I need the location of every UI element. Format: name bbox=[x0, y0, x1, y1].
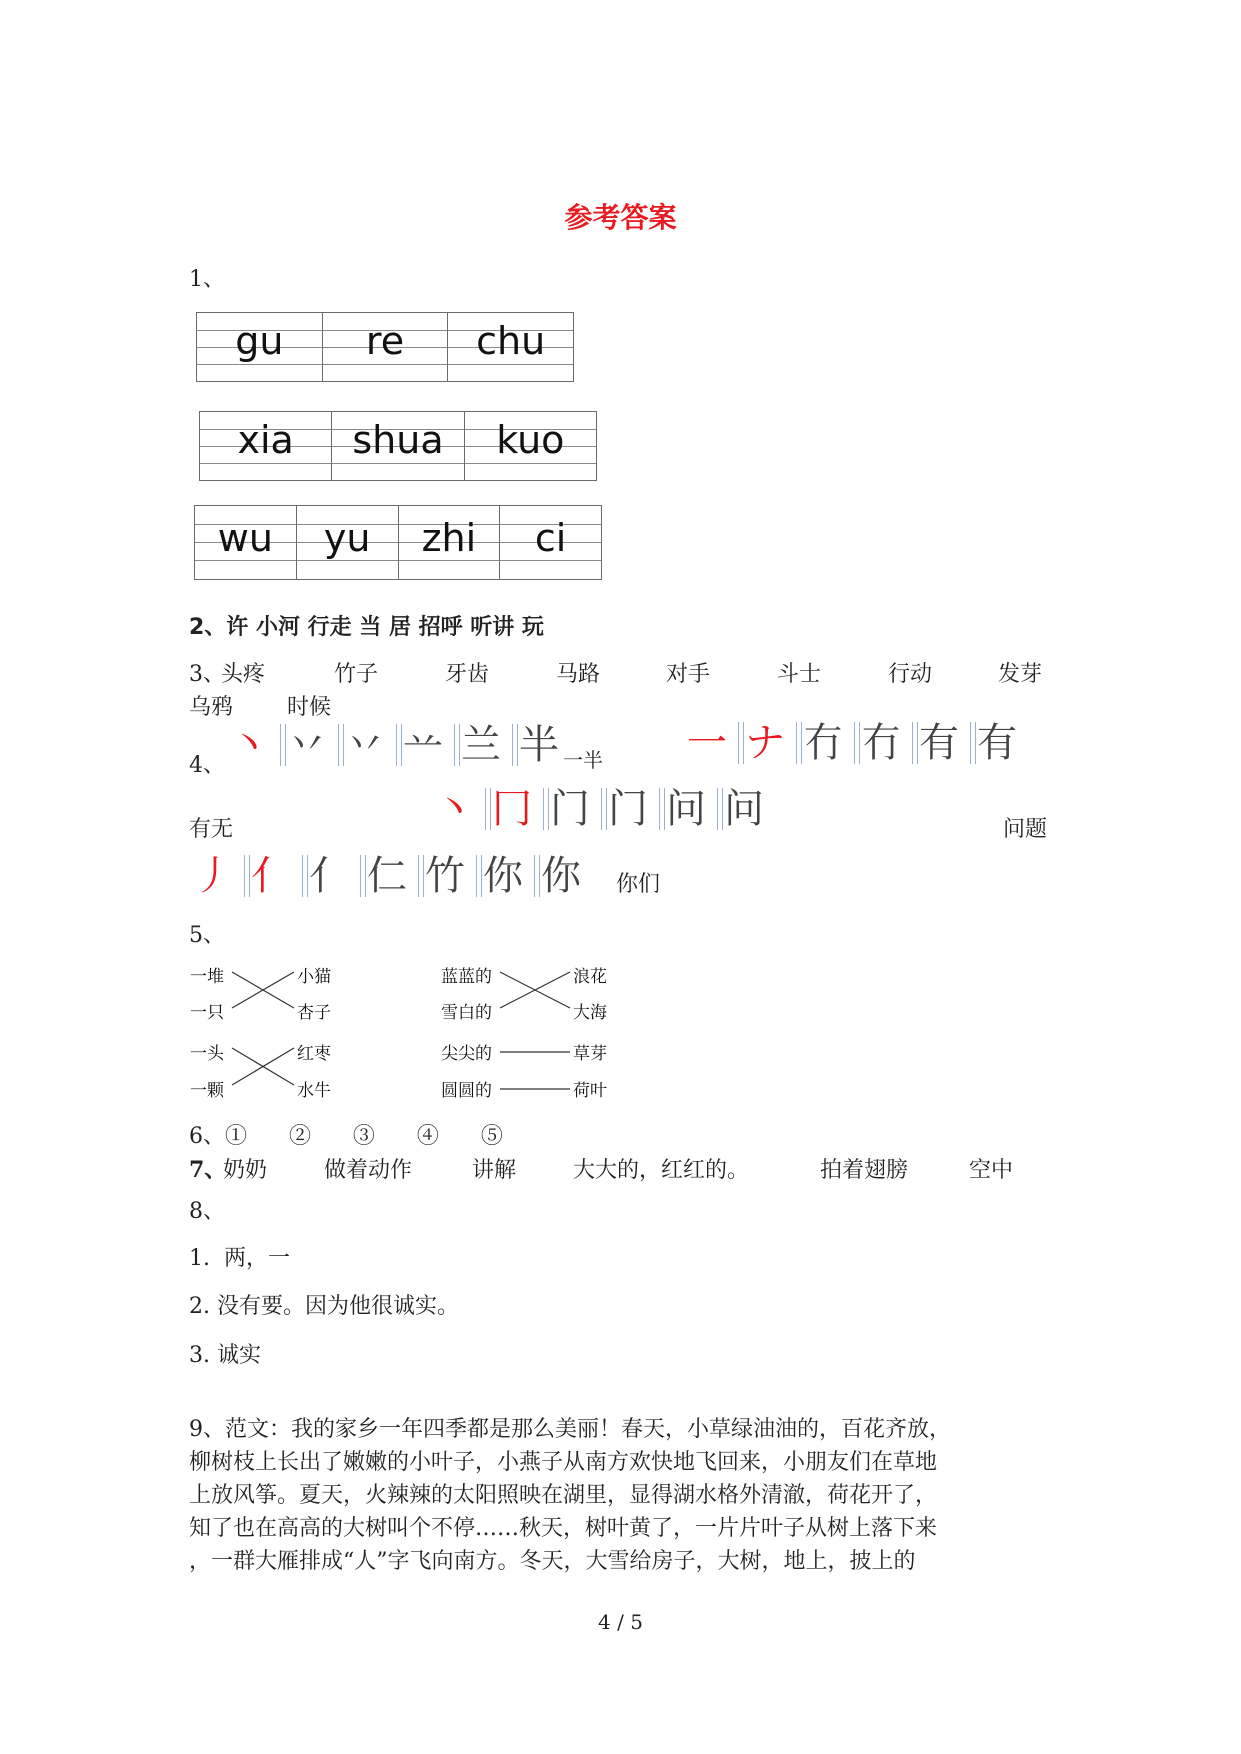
q7-item: 讲解 bbox=[472, 1158, 517, 1183]
pinyin-cell: wu bbox=[217, 516, 273, 560]
q9-line: 上放风筝。夏天，火辣辣的太阳照映在湖里，显得湖水格外清澈，荷花开了， bbox=[189, 1483, 938, 1508]
match-right: 水牛 bbox=[297, 1081, 331, 1101]
stroke-step: 冇 bbox=[852, 720, 910, 766]
stroke-step: 兰 bbox=[452, 722, 510, 768]
q3-item: 时候 bbox=[287, 695, 332, 720]
q8-answer: 2. 没有要。因为他很诚实。 bbox=[189, 1294, 459, 1319]
q6-answer: 6、① ② ③ ④ ⑤ bbox=[189, 1124, 503, 1149]
stroke-step: 丿 bbox=[193, 853, 233, 899]
match-left: 尖尖的 bbox=[441, 1044, 492, 1064]
pinyin-cell: shua bbox=[352, 418, 444, 462]
q9-line: ，一群大雁排成“人”字飞向南方。冬天，大雪给房子，大树，地上，披上的 bbox=[189, 1549, 916, 1574]
q7-item: 空中 bbox=[969, 1158, 1014, 1183]
stroke-order-ni bbox=[184, 853, 590, 899]
pinyin-cell: ci bbox=[534, 516, 567, 560]
q3-item: 乌鸦 bbox=[189, 695, 234, 720]
stroke-order-ban bbox=[220, 722, 568, 768]
q8-label: 8、 bbox=[189, 1199, 225, 1224]
match-left: 一堆 bbox=[190, 967, 224, 987]
match-left: 一颗 bbox=[190, 1081, 224, 1101]
page-number: 4 / 5 bbox=[598, 1610, 643, 1634]
q3-item: 头疼 bbox=[221, 662, 266, 687]
q3-item: 行动 bbox=[888, 662, 933, 687]
pinyin-cell: chu bbox=[476, 319, 546, 363]
stroke-step: 冇 bbox=[794, 720, 852, 766]
stroke-step: 一 bbox=[687, 720, 727, 766]
page-title: 参考答案 bbox=[564, 201, 677, 234]
q7-label: 7、 bbox=[189, 1157, 227, 1183]
q3-item: 斗士 bbox=[777, 662, 822, 687]
q8-answer: 1. 两，一 bbox=[189, 1246, 290, 1271]
stroke-step: 有 bbox=[968, 720, 1026, 766]
stroke-step: 你 bbox=[532, 853, 590, 899]
stroke-step: 丶 bbox=[229, 722, 269, 768]
q1-label: 1、 bbox=[189, 267, 225, 292]
stroke-step: 问 bbox=[657, 786, 715, 832]
stroke-step: 仁 bbox=[358, 853, 416, 899]
q3-item: 竹子 bbox=[334, 662, 379, 687]
stroke-step: 亻 bbox=[300, 853, 358, 899]
q3-label: 3、 bbox=[189, 662, 225, 687]
stroke-step: 丶 bbox=[434, 786, 474, 832]
q9-line: 9、范文：我的家乡一年四季都是那么美丽！春天，小草绿油油的，百花齐放， bbox=[189, 1417, 951, 1442]
match-right: 杏子 bbox=[297, 1003, 331, 1023]
pinyin-cell: kuo bbox=[496, 418, 565, 462]
match-right: 草芽 bbox=[573, 1044, 607, 1064]
stroke-step: 竹 bbox=[416, 853, 474, 899]
q7-item: 拍着翅膀 bbox=[820, 1158, 909, 1183]
q5-label: 5、 bbox=[189, 923, 225, 948]
stroke-step: 门 bbox=[541, 786, 599, 832]
stroke-step: 门 bbox=[599, 786, 657, 832]
match-left: 雪白的 bbox=[441, 1003, 492, 1023]
q4-word-wen: 问题 bbox=[1003, 817, 1048, 842]
match-right: 大海 bbox=[573, 1003, 607, 1023]
pinyin-cell: yu bbox=[323, 516, 371, 560]
stroke-step: 半 bbox=[510, 722, 568, 768]
stroke-step: 冂 bbox=[483, 786, 541, 832]
stroke-step: 丷 bbox=[336, 722, 394, 768]
stroke-order-wen bbox=[425, 786, 773, 832]
match-left: 蓝蓝的 bbox=[441, 967, 492, 987]
match-left: 圆圆的 bbox=[441, 1081, 492, 1101]
pinyin-cell: xia bbox=[237, 418, 294, 462]
q9-line: 知了也在高高的大树叫个不停……秋天，树叶黄了，一片片叶子从树上落下来 bbox=[189, 1516, 938, 1541]
stroke-step: 䒑 bbox=[394, 722, 452, 768]
q3-item: 对手 bbox=[666, 662, 711, 687]
q4-word-you: 有无 bbox=[189, 817, 234, 842]
q3-item: 发芽 bbox=[998, 662, 1043, 687]
q3-item: 牙齿 bbox=[445, 662, 490, 687]
matching-lines bbox=[190, 960, 630, 1110]
q7-item: 大大的，红红的。 bbox=[573, 1158, 750, 1183]
stroke-step: ナ bbox=[736, 720, 794, 766]
match-right: 浪花 bbox=[573, 967, 607, 987]
q7-item: 做着动作 bbox=[324, 1158, 413, 1183]
stroke-step: 有 bbox=[910, 720, 968, 766]
stroke-step: 亻 bbox=[242, 853, 300, 899]
stroke-step: 问 bbox=[715, 786, 773, 832]
q4-word-ban: 一半 bbox=[563, 748, 603, 772]
stroke-step: 你 bbox=[474, 853, 532, 899]
pinyin-grid-3 bbox=[194, 505, 602, 580]
q3-item: 马路 bbox=[556, 662, 601, 687]
match-left: 一头 bbox=[190, 1044, 224, 1064]
q7-item: 奶奶 bbox=[223, 1158, 268, 1183]
match-right: 小猫 bbox=[297, 967, 331, 987]
match-right: 红枣 bbox=[297, 1044, 331, 1064]
q9-line: 柳树枝上长出了嫩嫩的小叶子，小燕子从南方欢快地飞回来，小朋友们在草地 bbox=[189, 1450, 938, 1475]
stroke-order-you bbox=[678, 720, 1026, 766]
q8-answer: 3. 诚实 bbox=[189, 1343, 261, 1368]
pinyin-cell: gu bbox=[235, 319, 284, 363]
pinyin-cell: zhi bbox=[421, 516, 477, 560]
match-right: 荷叶 bbox=[573, 1081, 607, 1101]
q4-word-ni: 你们 bbox=[616, 872, 661, 897]
stroke-step: 丷 bbox=[278, 722, 336, 768]
pinyin-cell: re bbox=[365, 319, 405, 363]
q4-label: 4、 bbox=[189, 753, 225, 778]
match-left: 一只 bbox=[190, 1003, 224, 1023]
pinyin-grid-1 bbox=[196, 312, 574, 382]
pinyin-grid-2 bbox=[199, 411, 597, 481]
q2-answer: 2、许 小河 行走 当 居 招呼 听讲 玩 bbox=[189, 615, 544, 640]
